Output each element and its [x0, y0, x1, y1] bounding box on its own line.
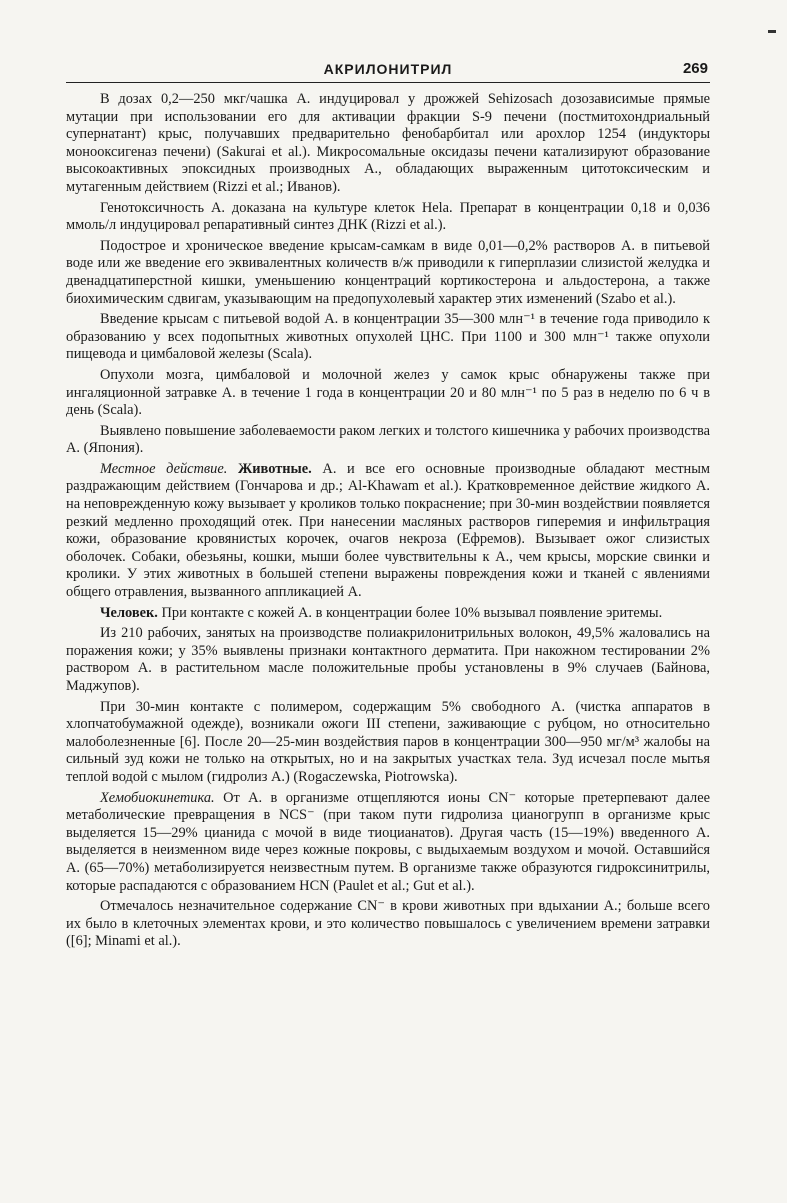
- subheading-human: Человек.: [100, 604, 158, 621]
- subheading-animals: Животные.: [238, 460, 312, 477]
- paragraph-tumors: Опухоли мозга, цимбаловой и молочной желез у самок крыс обнаружены также при ингаляционной затравке А. в течение 1 года в концентрации 20 и 80 млн⁻¹ по 5 раз в неделю по 6 ч в день (Scala).: [66, 366, 710, 419]
- page-header: [66, 58, 710, 83]
- page-body: [66, 91, 710, 951]
- paragraph-genotoxicity: Генотоксичность А. доказана на культуре клеток Hela. Препарат в концентрации 0,18 и 0,036 ммоль/л индуцировал репаративный синтез ДНК (Rizzi et al.).: [66, 199, 710, 234]
- paragraph-human: Человек. При контакте с кожей А. в концентрации более 10% вызывал появление эритемы.: [100, 604, 663, 621]
- section-heading-chemobiokinetics: Хемобиокинетика.: [100, 789, 215, 806]
- paragraph-subacute: Подострое и хроническое введение крысам-самкам в виде 0,01—0,2% растворов А. в питьевой воде или же введение его эквивалентных количеств в/ж приводили к гиперплазии слизистой желудка и двенадцатиперстной кишки, уменьшению концентраций кортикостерона и альдостерона, а также биохимическим сдвигам, указывающим на предопухолевый характер этих изменений (Szabo et al.).: [66, 237, 710, 307]
- section-heading-local-action: Местное действие.: [100, 460, 228, 477]
- page-number: 269: [682, 60, 708, 77]
- scan-corner-mark: [768, 30, 776, 33]
- paragraph-drinking-water: Введение крысам с питьевой водой А. в концентрации 35—300 млн⁻¹ в течение года приводило к образованию у всех подопытных животных опухолей ЦНС. При 1100 и 300 млн⁻¹ также опухоли пищевода и цимбаловой железы (Scala).: [66, 311, 710, 363]
- running-title: АКРИЛОНИТРИЛ: [323, 61, 453, 77]
- paragraph-mutagenicity: В дозах 0,2—250 мкг/чашка А. индуцировал у дрожжей Sehizosach дозозависимые прямые мутации при использовании его для активации фракции S-9 печени (постмитохондриальный супернатант) крыс, получавших предварительно фенобарбитал или арохлор 1254 (индукторы монооксигеназ печени) (Sakurai et al.). Микросомальные оксидазы печени катализируют образование высокоактивных эпоксидных производных А., обладающих выраженным цитотоксическим и мутагенным действием (Rizzi et al.; Иванов).: [66, 91, 710, 195]
- paragraph-local-action: Местное действие. Животные. А. и все его основные производные обладают местным раздражающим действием (Гончарова и др.; Al-Khawam et al.). Кратковременное действие жидкого А. на неповрежденную кожу вызывает у кроликов только покраснение; при 30-мин воздействии появляется резкий медленно проходящий отек. При нанесении масляных растворов гиперемия и инфильтрация кожи, образование кровянистых корочек, очагов некроза (Ефремов). Вызывает ожог слизистых оболочек. Собаки, обезьяны, кошки, мыши более чувствительны к А., чем крысы, морские свинки и кролики. У этих животных в большей степени выражены повреждения кожи и тканей с явлениями общего отравления, вызванного аппликацией А.: [66, 460, 710, 601]
- paragraph-cancer-workers: Выявлено повышение заболеваемости раком легких и толстого кишечника у рабочих производства А. (Япония).: [66, 422, 710, 457]
- paragraph-workers-skin: Из 210 рабочих, занятых на производстве полиакрилонитрильных волокон, 49,5% жаловались на поражения кожи; у 35% выявлены признаки контактного дерматита. При накожном тестировании 2% раствором А. в растительном масле положительные пробы установлены в 9% случаев (Байнова, Маджупов).: [66, 625, 710, 694]
- paragraph-chemobiokinetics: Хемобиокинетика. От А. в организме отщепляются ионы CN⁻ которые претерпевают далее метаболические превращения в NCS⁻ (при таком пути гидролиза цианогрупп в организме крыс выделяется 15—29% цианида с мочой в виде тиоцианатов). Другая часть (15—19%) введенного А. выделяется в неизменном виде через кожные покровы, с выдыхаемым воздухом и мочой. Оставшийся А. (65—70%) метаболизируется неизвестным путем. В организме также образуются гидроксинитрилы, которые распадаются с образованием HCN (Paulet et al.; Gut et al.).: [66, 789, 710, 894]
- book-page: [66, 58, 710, 951]
- paragraph-polymer-contact: При 30-мин контакте с полимером, содержащим 5% свободного А. (чистка аппаратов в хлопчатобумажной одежде), возникали ожоги III степени, заживающие с рубцом, но относительно малоболезненные [6]. После 20—25-мин воздействия паров в концентрации 300—950 мг/м³ жалобы на сильный зуд кожи не только на открытых, но и на закрытых участках тела. Зуд исчезал после мытья теплой водой с мылом (гидролиз А.) (Rogaczewska, Piotrowska).: [66, 698, 710, 785]
- paragraph-cn-blood: Отмечалось незначительное содержание CN⁻ в крови животных при вдыхании А.; больше всего их было в клеточных элементах крови, и это количество повышалось с увеличением времени затравки ([6]; Minami et al.).: [66, 898, 710, 950]
